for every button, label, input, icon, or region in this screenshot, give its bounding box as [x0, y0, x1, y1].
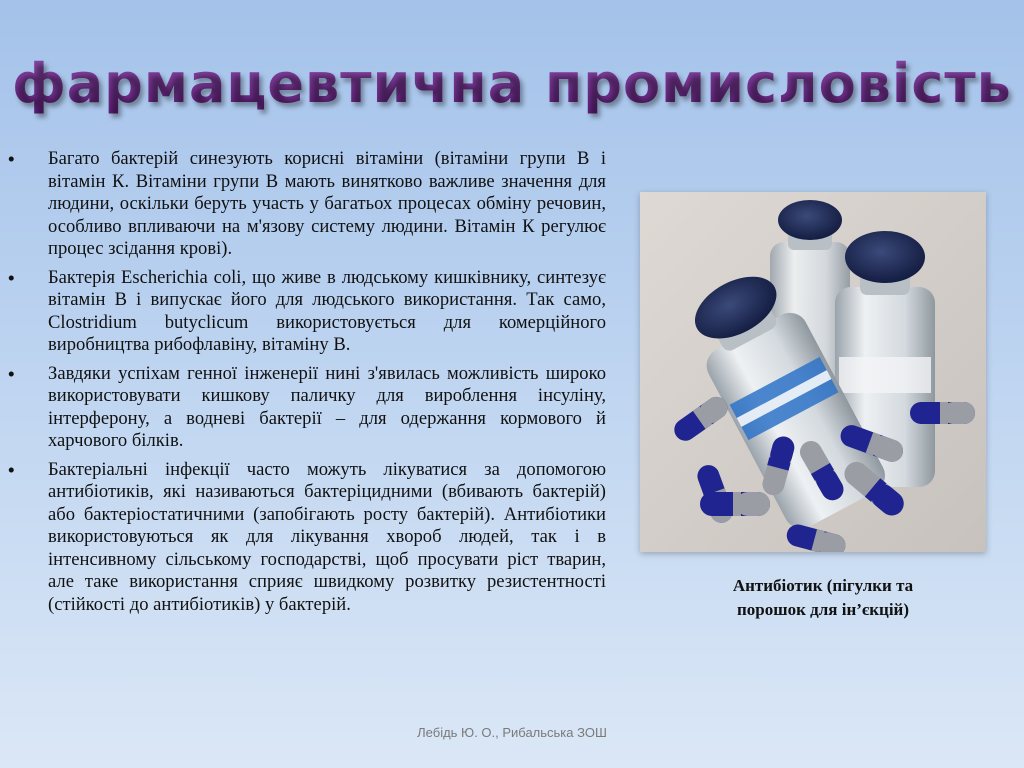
bullet-text: Завдяки успіхам генної інженерії нині з'явилась можливість широко використовувати кишкову паличку для вироблення інсуліну, інтерферону, а водневі бактерії – для одержання кормового й харчового білків.	[48, 362, 606, 451]
bullet-icon: •	[8, 362, 15, 384]
slide-title: фармацевтична промисловість	[0, 52, 1024, 115]
bullet-icon: •	[8, 266, 15, 288]
caption-line: порошок для ін’єкцій)	[736, 600, 910, 619]
bullet-item	[8, 458, 606, 617]
bullet-item	[8, 362, 606, 453]
bullet-icon: •	[8, 148, 15, 169]
footer-author: Лебідь Ю. О., Рибальська ЗОШ	[417, 725, 607, 740]
medicine-photo-icon	[640, 192, 986, 552]
bullet-icon: •	[8, 458, 15, 480]
bullet-text: Бактерія Escherichia coli, що живе в людському кишківнику, синтезує вітамін В і випускає його для людського використання. Так само, Clostridium butyclicum використовується для комерційного виробництва рибофлавіну, вітаміну В.	[48, 266, 606, 355]
bullet-item	[8, 148, 606, 261]
bullet-item	[8, 266, 606, 357]
caption-line: Антибіотик (пігулки та	[732, 576, 914, 595]
bullet-text: Багато бактерій синезують корисні вітаміни (вітаміни групи В і вітамін К. Вітаміни групи В мають винятково важливе значення для людини, оскільки беруть участь у багатьох процесах обміну речовин, особливо впливаючи на м'язову систему людини. Вітамін К регулює процес зсідання крові).	[48, 148, 606, 259]
antibiotic-photo	[640, 192, 986, 552]
bullet-list	[8, 148, 606, 622]
image-caption	[690, 574, 956, 622]
bullet-text: Бактеріальні інфекції часто можуть лікуватися за допомогою антибіотиків, які називаються бактеріцидними (вбивають бактерій) або бактеріостатичними (запобігають росту бактерій). Антибіотики використовуються як для лікування хвороб людей, так і в інтенсивному сільському господарстві, щоб просувати ріст тварин, але таке використання сприяє швидкому розвитку резистентності (стійкості до антибіотиків) у бактерій.	[48, 458, 606, 615]
